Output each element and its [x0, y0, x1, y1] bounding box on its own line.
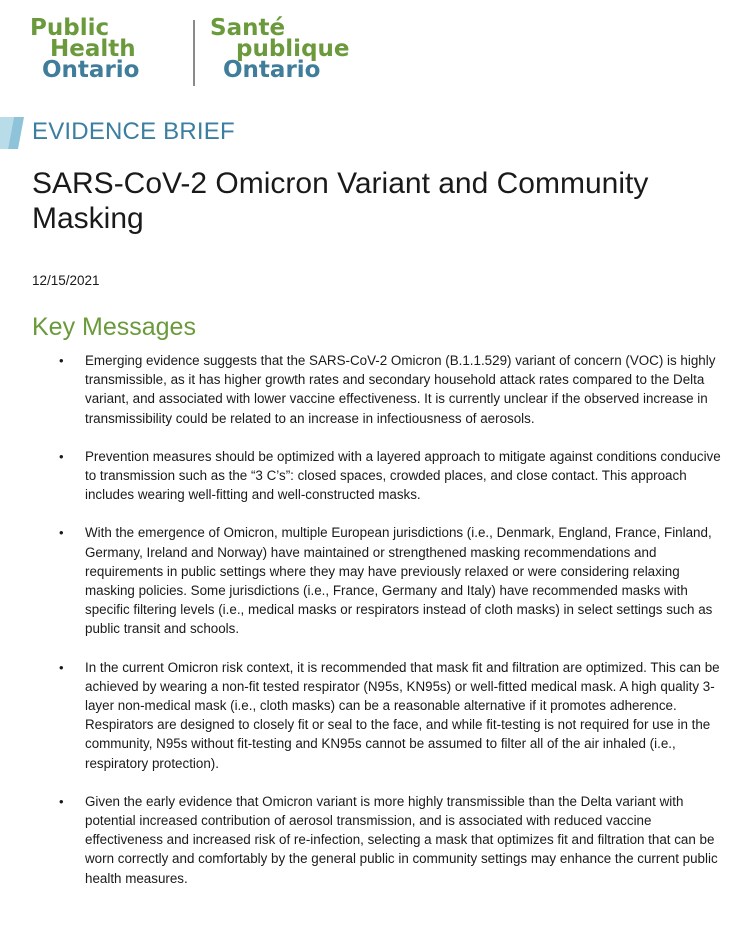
key-message-text: Prevention measures should be optimized with a layered approach to mitigate against conditions conducive to transmission such as the “3 C’s”: closed spaces, crowded places, and close contact. This approach includes wearing well-fitting and well-constructed masks.	[85, 448, 721, 503]
logo-fr-line-3: Ontario	[223, 57, 321, 83]
pho-logo	[30, 15, 370, 88]
key-message-text: With the emergence of Omicron, multiple European jurisdictions (i.e., Denmark, England, France, Finland, Germany, Ireland and Norway) have maintained or strengthened masking recommendations and requirements in public settings where they may have previously relaxed or were considering relaxing masking policies. Some jurisdictions (i.e., France, Germany and Italy) have recommended masks with specific filtering levels (i.e., medical masks or respirators instead of cloth masks) in select settings such as public transit and schools.	[85, 525, 713, 637]
logo-en-line-3: Ontario	[42, 57, 140, 83]
page-title: SARS-CoV-2 Omicron Variant and Community Masking	[32, 167, 649, 235]
key-messages-list	[58, 351, 728, 907]
logo-fr-line-2: publique	[236, 36, 350, 62]
list-item	[58, 658, 728, 773]
logo-en-line-2: Health	[50, 36, 136, 62]
logo-french	[210, 15, 350, 83]
bullet-icon: •	[59, 353, 64, 368]
key-message-text: Given the early evidence that Omicron variant is more highly transmissible than the Delta variant with potential increased contribution of aerosol transmission, and is associated with reduced vaccine effectiveness and increased risk of re-infection, selecting a mask that optimizes fit and filtration that can be worn correctly and comfortably by the general public in community settings may enhance the current public health measures.	[85, 793, 718, 886]
list-item	[58, 447, 728, 505]
bullet-icon: •	[59, 525, 64, 541]
key-message-text: In the current Omicron risk context, it is recommended that mask fit and filtration are optimized. This can be achieved by wearing a non-fit tested respirator (N95s, KN95s) or well-fitted medical mask. A high quality 3-layer non-medical mask (i.e., cloth masks) can be a reasonable alternative if it promotes adherence. Respirators are designed to closely fit or seal to the face, and while fit-testing is not required for use in the community, N95s without fit-testing and KN95s cannot be assumed to filter all of the air inhaled (i.e., respiratory protection).	[85, 659, 720, 771]
list-item	[58, 792, 728, 888]
bullet-icon: •	[59, 448, 64, 464]
key-message-text: Emerging evidence suggests that the SARS-CoV-2 Omicron (B.1.1.529) variant of concern (VOC) is highly transmissible, as it has higher growth rates and secondary household attack rates compared to the Delta variant, and associated with lower vaccine effectiveness. It is currently unclear if the observed increase in transmissibility could be related to an increase in infectiousness of aerosols.	[85, 353, 716, 426]
list-item	[58, 523, 728, 638]
bullet-icon: •	[59, 793, 64, 809]
document-type: EVIDENCE BRIEF	[32, 118, 235, 145]
publication-date: 12/15/2021	[32, 273, 100, 288]
accent-stripe-icon	[0, 117, 24, 149]
logo-english	[30, 15, 140, 83]
bullet-icon: •	[59, 659, 64, 675]
logo-fr-line-1: Santé	[210, 15, 286, 41]
logo-en-line-1: Public	[30, 15, 110, 41]
key-messages-heading: Key Messages	[32, 313, 196, 341]
logo-divider	[193, 20, 195, 86]
list-item	[58, 351, 728, 428]
